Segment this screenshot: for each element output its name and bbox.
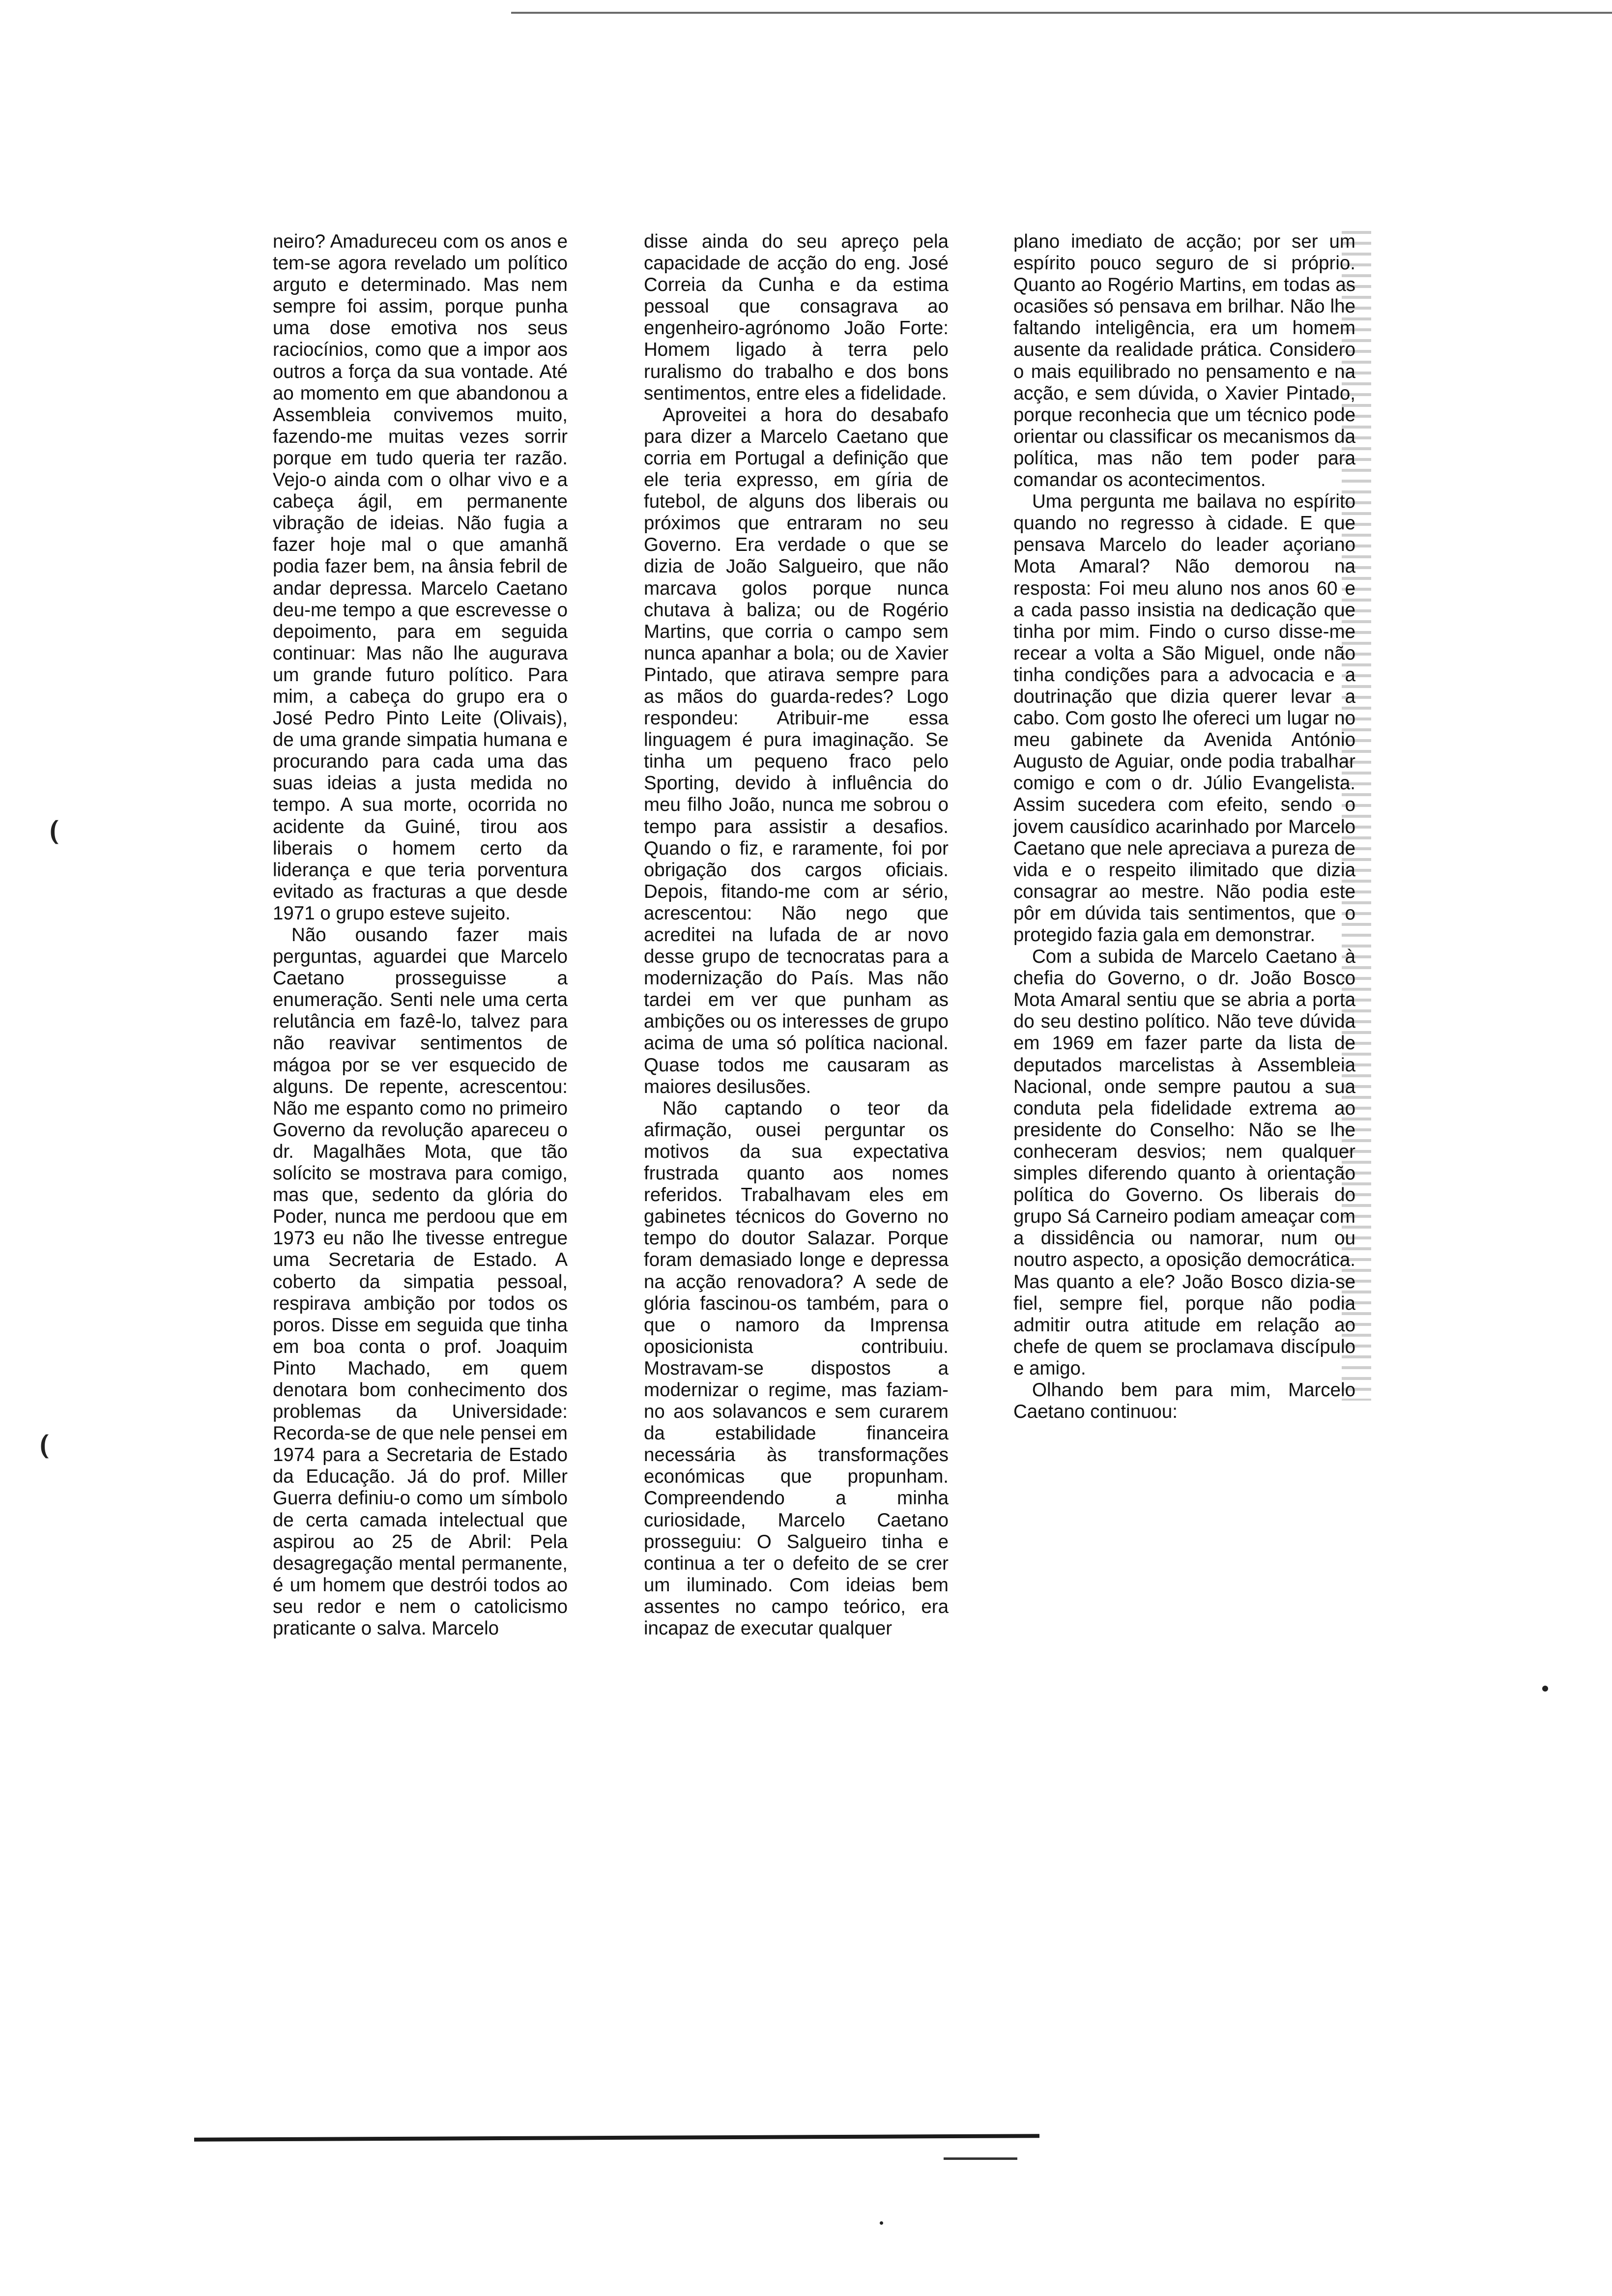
col3-paragraph-4: Olhando bem para mim, Marcelo Caetano continuou: <box>1013 1379 1355 1423</box>
col2-paragraph-2: Aproveitei a hora do desabafo para dizer a Marcelo Caetano que corria em Portugal a definição que ele teria expresso, em gíria de futebol, de alguns dos liberais ou próximos que entraram no seu Governo. Era verdade o que se dizia de João Salgueiro, que não marcava golos porque nunca chutava à baliza; ou de Rogério Martins, que corria o campo sem nunca apanhar a bola; ou de Xavier Pintado, que atirava sempre para as mãos do guarda-redes? Logo respondeu: Atribuir-me essa linguagem é pura imaginação. Se tinha um pequeno fraco pelo Sporting, devido à influência do meu filho João, nunca me sobrou o tempo para assistir a desafios. Quando o fiz, e raramente, foi por obrigação dos cargos oficiais. Depois, fitando-me com ar sério, acrescentou: Não nego que acreditei na lufada de ar novo desse grupo de tecnocratas para a modernização do País. Mas não tardei em ver que punham as ambições ou os interesses de grupo acima de uma só política nacional. Quase todos me causaram as maiores desilusões. <box>644 404 949 1097</box>
scan-speck <box>880 2221 883 2225</box>
col1-paragraph-2: Não ousando fazer mais perguntas, aguardei que Marcelo Caetano prosseguisse a enumeração. Senti nele uma certa relutância em fazê-lo, talvez para não reavivar sentimentos de mágoa por se ver esquecido de alguns. De repente, acrescentou: Não me espanto como no primeiro Governo da revolução apareceu o dr. Magalhães Mota, que tão solícito se mostrava para comigo, mas que, sedento da glória do Poder, nunca me perdoou que em 1973 eu não lhe tivesse entregue uma Secretaria de Estado. A coberto da simpatia pessoal, respirava ambição por todos os poros. Disse em seguida que tinha em boa conta o prof. Joaquim Pinto Machado, em quem denotara bom conhecimento dos problemas da Universidade: Recorda-se de que nele pensei em 1974 para a Secretaria de Estado da Educação. Já do prof. Miller Guerra definiu-o como um símbolo de certa camada intelectual que aspirou ao 25 de Abril: Pela desagregação mental permanente, é um homem que destrói todos ao seu redor e nem o catolicismo praticante o salva. Marcelo <box>273 924 568 1639</box>
top-rule <box>511 12 1612 14</box>
punch-hole-mark-icon: ⌣ <box>33 817 85 847</box>
bottom-rule <box>194 2134 1039 2142</box>
col3-paragraph-3: Com a subida de Marcelo Caetano à chefia do Governo, o dr. João Bosco Mota Amaral sentiu que se abria a porta do seu destino político. Não teve dúvida em 1969 em fazer parte da lista de deputados marcelistas à Assembleia Nacional, onde sempre pautou a sua conduta pela fidelidade extrema ao presidente do Conselho: Não se lhe conheceram desvios; nem qualquer simples diferendo quanto à orientação política do Governo. Os liberais do grupo Sá Carneiro podiam ameaçar com a dissidência ou namorar, num ou noutro aspecto, a oposição democrática. Mas quanto a ele? João Bosco dizia-se fiel, sempre fiel, porque não podia admitir outra atitude em relação ao chefe de quem se proclamava discípulo e amigo. <box>1013 946 1355 1379</box>
bottom-rule-short <box>944 2157 1017 2160</box>
article-column-2 <box>644 231 949 1639</box>
scan-speck <box>1542 1686 1548 1692</box>
col2-paragraph-1: disse ainda do seu apreço pela capacidade de acção do eng. José Correia da Cunha e da estima pessoal que consagrava ao engenheiro-agrónomo João Forte: Homem ligado à terra pelo ruralismo do trabalho e dos bons sentimentos, entre eles a fidelidade. <box>644 231 949 404</box>
col3-paragraph-2: Uma pergunta me bailava no espírito quando no regresso à cidade. E que pensava Marcelo do leader açoriano Mota Amaral? Não demorou na resposta: Foi meu aluno nos anos 60 e a cada passo insistia na dedicação que tinha por mim. Findo o curso disse-me recear a volta a São Miguel, onde não tinha condições para a advocacia e a doutrinação que dizia querer levar a cabo. Com gosto lhe ofereci um lugar no meu gabinete da Avenida António Augusto de Aguiar, onde podia trabalhar comigo e com o dr. Júlio Evangelista. Assim sucedera com efeito, sendo o jovem causídico acarinhado por Marcelo Caetano que nele apreciava a pureza de vida e o respeito ilimitado que dizia consagrar ao mestre. Não podia este pôr em dúvida tais sentimentos, que o protegido fazia gala em demonstrar. <box>1013 491 1355 946</box>
punch-hole-mark-icon: ⌣ <box>23 1432 75 1461</box>
col3-paragraph-1: plano imediato de acção; por ser um espírito pouco seguro de si próprio. Quanto ao Rogério Martins, em todas as ocasiões só pensava em brilhar. Não lhe faltando inteligência, era um homem ausente da realidade prática. Considero o mais equilibrado no pensamento e na acção, e sem dúvida, o Xavier Pintado, porque reconhecia que um técnico pode orientar ou classificar os mecanismos da política, mas não tem poder para comandar os acontecimentos. <box>1013 231 1355 491</box>
col1-paragraph-1: neiro? Amadureceu com os anos e tem-se agora revelado um político arguto e determinado. Mas nem sempre foi assim, porque punha uma dose emotiva nos seus raciocínios, como que a impor aos outros a força da sua vontade. Até ao momento em que abandonou a Assembleia convivemos muito, fazendo-me muitas vezes sorrir porque em tudo queria ter razão. Vejo-o ainda com o olhar vivo e a cabeça ágil, em permanente vibração de ideias. Não fugia a fazer hoje mal o que amanhã podia fazer bem, na ânsia febril de andar depressa. Marcelo Caetano deu-me tempo a que escrevesse o depoimento, para em seguida continuar: Mas não lhe augurava um grande futuro político. Para mim, a cabeça do grupo era o José Pedro Pinto Leite (Olivais), de uma grande simpatia humana e procurando para cada uma das suas ideias a justa medida no tempo. A sua morte, ocorrida no acidente da Guiné, tirou aos liberais o homem certo da liderança e que teria porventura evitado as fracturas a que desde 1971 o grupo esteve sujeito. <box>273 231 568 924</box>
scan-smudge <box>1342 231 1371 1401</box>
article-column-1 <box>273 231 568 1639</box>
col2-paragraph-3: Não captando o teor da afirmação, ousei perguntar os motivos da sua expectativa frustrada quanto aos nomes referidos. Trabalhavam eles em gabinetes técnicos do Governo no tempo do doutor Salazar. Porque foram demasiado longe e depressa na acção renovadora? A sede de glória fascinou-os também, para o que o namoro da Imprensa oposicionista contribuiu. Mostravam-se dispostos a modernizar o regime, mas faziam-no aos solavancos e sem curarem da estabilidade financeira necessária às transformações económicas que propunham. Compreendendo a minha curiosidade, Marcelo Caetano prosseguiu: O Salgueiro tinha e continua a ter o defeito de se crer um iluminado. Com ideias bem assentes no campo teórico, era incapaz de executar qualquer <box>644 1097 949 1639</box>
article-column-3 <box>1013 231 1355 1423</box>
